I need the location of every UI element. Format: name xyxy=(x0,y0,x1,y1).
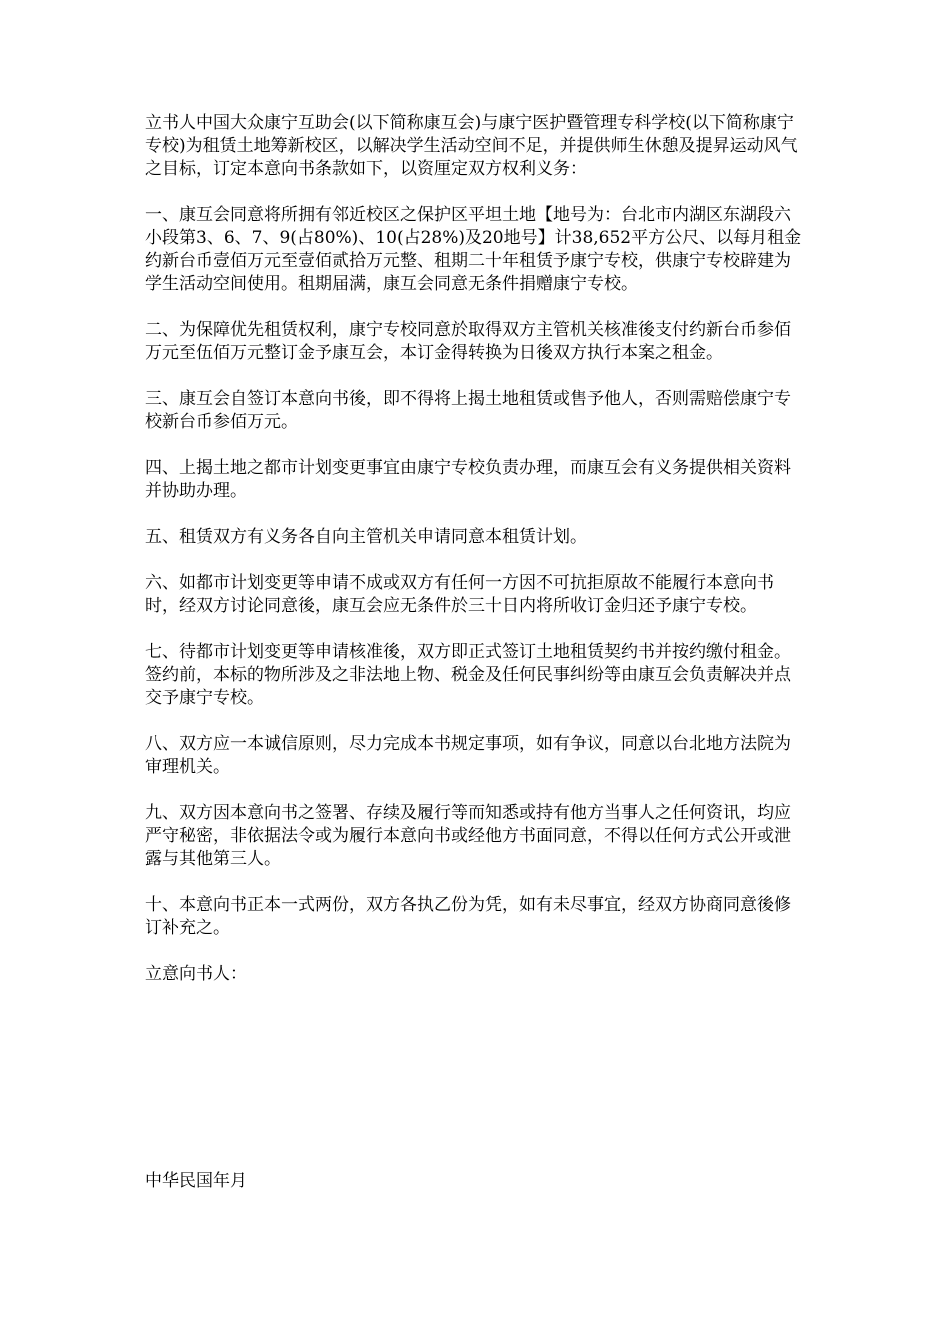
intro-paragraph: 立书人中国大众康宁互助会(以下简称康互会)与康宁医护暨管理专科学校(以下简称康宁专校)为租赁土地筹新校区，以解决学生活动空间不足，并提供师生休憩及提昇运动风气之目标，订定本意向书条款如下，以资厘定双方权利义务： xyxy=(145,113,798,179)
clause-1: 一、康互会同意将所拥有邻近校区之保护区平坦土地【地号为：台北市内湖区东湖段六小段第3、6、7、9(占80%)、10(占28%)及20地号】计38,652平方公尺、以每月租金约新台币壹佰万元至壹佰贰拾万元整、租期二十年租赁予康宁专校，供康宁专校辟建为学生活动空间使用。租期届满，康互会同意无条件捐赠康宁专校。 xyxy=(145,205,802,294)
clause-9: 九、双方因本意向书之签署、存续及履行等而知悉或持有他方当事人之任何资讯，均应严守秘密，非依据法令或为履行本意向书或经他方书面同意，不得以任何方式公开或泄露与其他第三人。 xyxy=(145,803,791,869)
clause-6: 六、如都市计划变更等申请不成或双方有任何一方因不可抗拒原故不能履行本意向书时，经双方讨论同意後，康互会应无条件於三十日内将所收订金归还予康宁专校。 xyxy=(145,573,774,616)
clause-8: 八、双方应一本诚信原则，尽力完成本书规定事项，如有争议，同意以台北地方法院为审理机关。 xyxy=(145,734,791,777)
clause-7: 七、待都市计划变更等申请核准後，双方即正式签订土地租赁契约书并按约缴付租金。签约前，本标的物所涉及之非法地上物、税金及任何民事纠纷等由康互会负责解决并点交予康宁专校。 xyxy=(145,642,791,708)
clause-10: 十、本意向书正本一式两份，双方各执乙份为凭，如有未尽事宜，经双方协商同意後修订补充之。 xyxy=(145,895,791,938)
clause-2: 二、为保障优先租赁权利，康宁专校同意於取得双方主管机关核准後支付约新台币参佰万元至伍佰万元整订金予康互会，本订金得转换为日後双方执行本案之租金。 xyxy=(145,320,791,363)
clause-4: 四、上揭土地之都市计划变更事宜由康宁专校负责办理，而康互会有义务提供相关资料并协助办理。 xyxy=(145,458,791,501)
clause-3: 三、康互会自签订本意向书後，即不得将上揭土地租赁或售予他人，否则需赔偿康宁专校新台币参佰万元。 xyxy=(145,389,791,432)
document-body xyxy=(145,112,805,986)
clause-5: 五、租赁双方有义务各自向主管机关申请同意本租赁计划。 xyxy=(145,527,587,547)
date-line: 中华民国年月 xyxy=(145,1171,247,1191)
signature-label: 立意向书人： xyxy=(145,964,247,984)
